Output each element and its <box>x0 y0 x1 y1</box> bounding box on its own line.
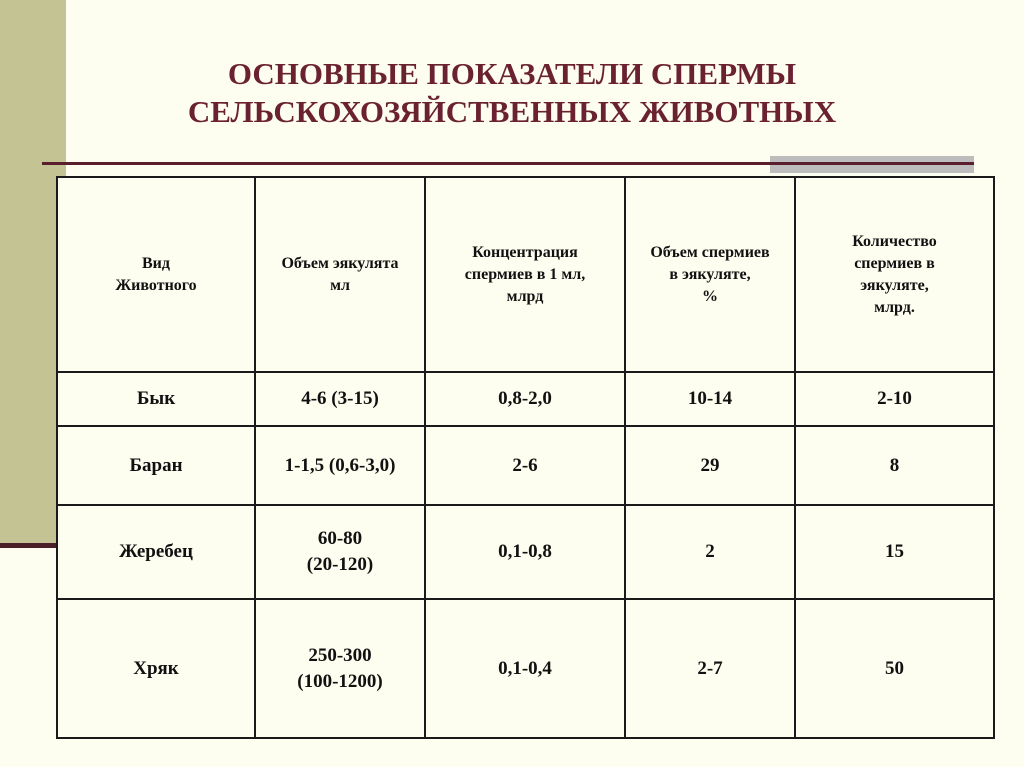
cell-text-line: 29 <box>700 454 720 476</box>
header-cell <box>795 177 994 372</box>
cell-text-line: 250-300 <box>308 644 372 666</box>
table-cell <box>425 505 625 599</box>
table-cell <box>625 599 795 738</box>
cell-text-line: эякуляте, <box>860 276 929 294</box>
cell-text-line: 50 <box>885 657 904 679</box>
table-cell <box>255 426 425 505</box>
table-cell <box>425 426 625 505</box>
header-cell <box>625 177 795 372</box>
cell-text-line: в эякуляте, <box>669 265 751 283</box>
cell-text-line: 8 <box>889 454 900 476</box>
table-cell <box>57 372 255 426</box>
cell-text-line: млрд <box>506 287 544 305</box>
table-cell <box>425 599 625 738</box>
cell-text-line: млрд. <box>874 298 915 316</box>
cell-text-line: Объем спермиев <box>650 243 770 261</box>
cell-text-line: Животного <box>115 276 197 294</box>
cell-text-line: спермиев в <box>854 254 935 272</box>
header-cell <box>57 177 255 372</box>
table-row <box>57 599 994 738</box>
cell-text-line: 60-80 <box>317 528 363 549</box>
cell-text-line: Объем эякулята <box>281 254 399 272</box>
table-row <box>57 505 994 599</box>
title-rule <box>42 162 974 165</box>
cell-text-line: 0,1-0,8 <box>498 541 552 562</box>
cell-text-line: % <box>702 287 718 305</box>
table-cell <box>255 599 425 738</box>
cell-text-line: 1-1,5 (0,6-3,0) <box>284 454 396 476</box>
title-line-2: СЕЛЬСКОХОЗЯЙСТВЕННЫХ ЖИВОТНЫХ <box>187 94 837 129</box>
cell-text-line: мл <box>330 276 350 294</box>
cell-text-line: 10-14 <box>687 388 733 409</box>
data-table <box>56 176 995 739</box>
cell-text-line: Количество <box>852 232 937 250</box>
cell-text-line: Хряк <box>133 657 179 679</box>
table-cell <box>625 372 795 426</box>
table-cell <box>425 372 625 426</box>
table-cell <box>57 505 255 599</box>
header-cell <box>425 177 625 372</box>
cell-text-line: 2 <box>705 541 715 562</box>
table-cell <box>255 505 425 599</box>
table-row <box>57 426 994 505</box>
table-cell <box>57 426 255 505</box>
table-cell <box>795 505 994 599</box>
table-cell <box>795 599 994 738</box>
cell-text-line: 0,8-2,0 <box>498 388 552 409</box>
slide-title <box>100 55 924 131</box>
cell-text-line: 0,1-0,4 <box>498 657 552 679</box>
cell-text-line: Жеребец <box>119 541 193 562</box>
cell-text-line: 15 <box>885 541 904 562</box>
cell-text-line: 4-6 (3-15) <box>301 388 379 409</box>
table-row <box>57 372 994 426</box>
header-row <box>57 177 994 372</box>
cell-text-line: Концентрация <box>472 243 578 261</box>
cell-text-line: 2-6 <box>512 454 538 476</box>
cell-text-line: спермиев в 1 мл, <box>464 265 586 283</box>
header-cell <box>255 177 425 372</box>
cell-text-line: (100-1200) <box>297 670 383 692</box>
table-cell <box>795 372 994 426</box>
cell-text-line: Вид <box>142 254 170 272</box>
table-cell <box>625 426 795 505</box>
table-cell <box>57 599 255 738</box>
table-cell <box>255 372 425 426</box>
table-cell <box>625 505 795 599</box>
table-cell <box>795 426 994 505</box>
cell-text-line: (20-120) <box>306 554 374 575</box>
title-line-1: ОСНОВНЫЕ ПОКАЗАТЕЛИ СПЕРМЫ <box>227 56 797 91</box>
cell-text-line: 2-10 <box>877 388 912 409</box>
cell-text-line: Баран <box>129 454 183 476</box>
cell-text-line: 2-7 <box>697 657 723 679</box>
cell-text-line: Бык <box>136 388 176 409</box>
